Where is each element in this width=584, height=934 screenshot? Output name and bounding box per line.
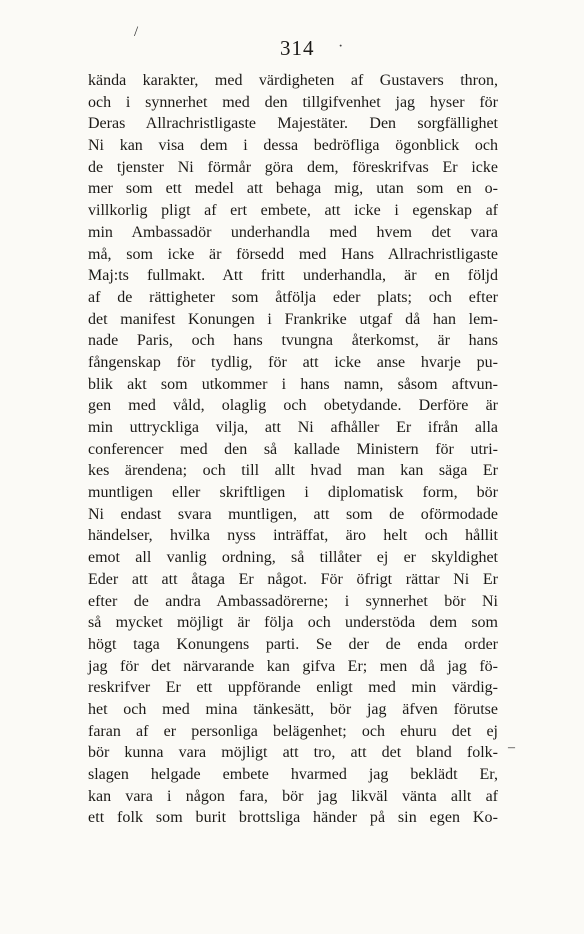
text-line: Deras Allrachristligaste Majestäter. Den sorgfällighet: [88, 115, 498, 133]
text-line: gen med våld, olaglig och obetydande. Derföre är: [88, 397, 498, 415]
text-line: de tjenster Ni förmår göra dem, föreskrifvas Er icke: [88, 158, 498, 176]
text-line: af de rättigheter som åtfölja eder plats; och efter: [88, 288, 498, 306]
text-line: conferencer med den så kallade Ministern för utri-: [88, 440, 498, 458]
text-line: min uttryckliga vilja, att Ni afhåller Er ifrån alla: [88, 419, 498, 436]
text-line: efter de andra Ambassadörerne; i synnerhet bör Ni: [88, 592, 498, 610]
text-line: kan vara i någon fara, bör jag likväl vänta allt af: [88, 787, 498, 805]
text-line: kes ärendena; och till allt hvad man kan säga Er: [88, 462, 498, 480]
text-line: nade Paris, och hans tvungna återkomst, är hans: [88, 332, 498, 350]
margin-dash: –: [508, 740, 515, 755]
text-line: het och med mina tänkesätt, bör jag äfven förutse: [88, 700, 498, 718]
body-text: [88, 70, 498, 829]
text-line: Ni endast svara muntligen, att som de oförmodade: [88, 505, 498, 523]
text-line: kända karakter, med värdigheten af Gustavers thron,: [88, 72, 498, 89]
text-line: högt taga Konungens parti. Se der de enda order: [88, 635, 498, 653]
text-line: så mycket möjligt är följa och understöda dem som: [88, 614, 498, 632]
text-line: Ni kan visa dem i dessa bedröfliga ögonblick och: [88, 137, 498, 155]
text-line: slagen helgade embete hvarmed jag beklädt Er,: [88, 766, 498, 783]
text-line: ett folk som burit brottsliga händer på sin egen Ko-: [88, 809, 498, 827]
text-line: min Ambassadör underhandla med hvem det vara: [88, 223, 498, 241]
top-margin-mark: /: [134, 24, 139, 40]
page-number-tick: ·: [338, 38, 344, 55]
text-line: Eder att att åtaga Er något. För öfrigt rättar Ni Er: [88, 570, 498, 588]
text-line: muntligen eller skriftligen i diplomatisk form, bör: [88, 484, 498, 502]
text-line: och i synnerhet med den tillgifvenhet jag hyser för: [88, 93, 498, 111]
text-line: jag för det närvarande kan gifva Er; men då jag fö-: [88, 657, 498, 675]
text-line: fångenskap för tydlig, för att icke anse hvarje pu-: [88, 353, 498, 371]
text-line: det manifest Konungen i Frankrike utgaf då han lem-: [88, 310, 498, 328]
text-line: reskrifver Er ett uppförande enligt med min värdig-: [88, 679, 498, 697]
text-line: faran af er personliga belägenhet; och ehuru det ej: [88, 722, 498, 740]
text-line: må, som icke är försedd med Hans Allrachristligaste: [88, 245, 498, 263]
page-number: 314: [280, 36, 315, 60]
text-line: händelser, hvilka nyss inträffat, äro helt och hållit: [88, 527, 498, 545]
text-line: emot all vanlig ordning, så tillåter ej er skyldighet: [88, 549, 498, 567]
text-line: villkorlig pligt af ert embete, att icke i egenskap af: [88, 202, 498, 220]
text-line: mer som ett medel att behaga mig, utan som en o-: [88, 180, 498, 198]
text-line: blik akt som utkommer i hans namn, såsom aftvun-: [88, 375, 498, 393]
text-line: bör kunna vara möjligt att tro, att det bland folk-: [88, 744, 498, 762]
text-line: Maj:ts fullmakt. Att fritt underhandla, är en följd: [88, 267, 498, 285]
